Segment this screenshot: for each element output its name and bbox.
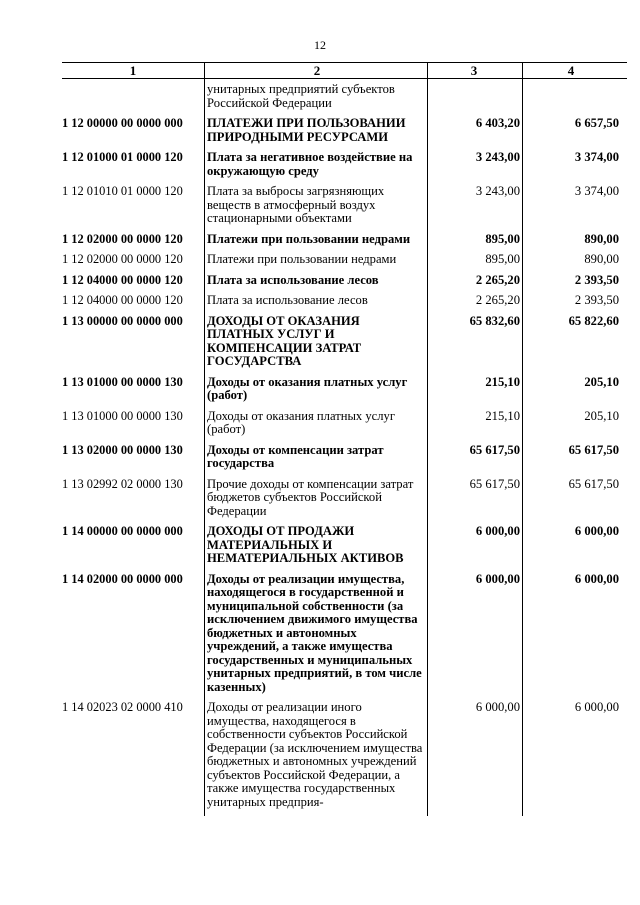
table-row <box>62 117 627 151</box>
row-value-col4-cell: 890,00 <box>523 253 628 274</box>
row-name-cell: Плата за использование лесов <box>205 274 428 295</box>
row-value-col4-cell: 205,10 <box>523 410 628 444</box>
row-value-col4-cell: 3 374,00 <box>523 185 628 233</box>
column-header-1: 1 <box>62 63 205 79</box>
row-value-col3-cell: 3 243,00 <box>428 151 523 185</box>
table-row <box>62 315 627 376</box>
row-value-col4-cell: 2 393,50 <box>523 274 628 295</box>
row-name-cell: Плата за негативное воздействие на окружающую среду <box>205 151 428 185</box>
table-row <box>62 294 627 315</box>
row-value-col3-cell: 65 617,50 <box>428 444 523 478</box>
row-code-cell: 1 12 02000 00 0000 120 <box>62 252 183 266</box>
table-header-row <box>62 63 627 79</box>
row-name-cell: Плата за использование лесов <box>205 294 428 315</box>
row-code-cell: 1 12 01010 01 0000 120 <box>62 184 183 198</box>
row-value-col3-cell: 215,10 <box>428 376 523 410</box>
budget-revenue-table <box>62 62 627 816</box>
row-name-cell: Платежи при пользовании недрами <box>205 233 428 254</box>
row-code-cell <box>62 79 205 118</box>
table-row <box>62 525 627 573</box>
row-value-col4-cell: 65 822,60 <box>523 315 628 376</box>
row-value-col4-cell: 6 000,00 <box>523 701 628 816</box>
column-header-4: 4 <box>523 63 628 79</box>
row-value-col3-cell: 895,00 <box>428 253 523 274</box>
row-code-cell: 1 13 02992 02 0000 130 <box>62 476 183 491</box>
row-name-cell: Плата за выбросы загрязняющих веществ в атмосферный воздух стационарными объектами <box>205 185 428 233</box>
table-row <box>62 185 627 233</box>
table-body <box>62 79 627 817</box>
table-row <box>62 573 627 702</box>
row-value-col3-cell <box>428 79 523 118</box>
row-name-cell: ДОХОДЫ ОТ ОКАЗАНИЯ ПЛАТНЫХ УСЛУГ И КОМПЕНСАЦИИ ЗАТРАТ ГОСУДАРСТВА <box>205 315 428 376</box>
table-row <box>62 274 627 295</box>
row-code-cell: 1 13 00000 00 0000 000 <box>62 313 183 328</box>
table-row <box>62 444 627 478</box>
table-row <box>62 253 627 274</box>
row-code-cell: 1 13 01000 00 0000 130 <box>62 374 183 389</box>
row-code-cell: 1 14 02000 00 0000 000 <box>62 571 183 586</box>
table-row <box>62 410 627 444</box>
page-number: 12 <box>314 38 326 52</box>
row-name-cell: Доходы от реализации иного имущества, находящегося в собственности субъектов Российской Федерации (за исключением имущества бюджетных и автономных учреждений субъектов Российской Федерации, а также имущества государственных унитарных предприя- <box>205 701 428 816</box>
row-value-col3-cell: 6 000,00 <box>428 573 523 702</box>
row-value-col4-cell <box>523 79 628 118</box>
row-name-cell: ПЛАТЕЖИ ПРИ ПОЛЬЗОВАНИИ ПРИРОДНЫМИ РЕСУРСАМИ <box>205 117 428 151</box>
table-row <box>62 79 627 118</box>
row-name-cell: Доходы от оказания платных услуг (работ) <box>205 376 428 410</box>
row-value-col4-cell: 6 000,00 <box>523 525 628 573</box>
row-code-cell: 1 12 00000 00 0000 000 <box>62 116 183 130</box>
row-value-col3-cell: 2 265,20 <box>428 294 523 315</box>
row-value-col3-cell: 3 243,00 <box>428 185 523 233</box>
table-row <box>62 233 627 254</box>
row-value-col3-cell: 6 000,00 <box>428 701 523 816</box>
row-code-cell: 1 13 02000 00 0000 130 <box>62 442 183 457</box>
row-name-cell: Прочие доходы от компенсации затрат бюджетов субъектов Российской Федерации <box>205 478 428 526</box>
row-value-col3-cell: 215,10 <box>428 410 523 444</box>
table-row <box>62 701 627 816</box>
table-row <box>62 376 627 410</box>
row-code-cell: 1 12 04000 00 0000 120 <box>62 293 183 307</box>
row-code-cell: 1 14 02023 02 0000 410 <box>62 700 183 714</box>
row-name-cell: Доходы от компенсации затрат государства <box>205 444 428 478</box>
row-value-col4-cell: 6 657,50 <box>523 117 628 151</box>
row-code-cell: 1 14 00000 00 0000 000 <box>62 524 183 538</box>
row-value-col4-cell: 3 374,00 <box>523 151 628 185</box>
row-value-col4-cell: 205,10 <box>523 376 628 410</box>
row-value-col4-cell: 65 617,50 <box>523 444 628 478</box>
table-row <box>62 478 627 526</box>
row-value-col3-cell: 6 000,00 <box>428 525 523 573</box>
row-name-cell: унитарных предприятий субъектов Российской Федерации <box>205 79 428 118</box>
row-code-cell: 1 12 01000 01 0000 120 <box>62 150 183 164</box>
row-value-col3-cell: 2 265,20 <box>428 274 523 295</box>
row-code-cell: 1 12 02000 00 0000 120 <box>62 231 183 246</box>
row-code-cell: 1 13 01000 00 0000 130 <box>62 408 183 423</box>
row-name-cell: Доходы от реализации имущества, находящегося в государственной и муниципальной собственности (за исключением движимого имущества бюджетных и автономных учреждений, а также имущества государственных и муниципальных унитарных предприятий, в том числе казенных) <box>205 573 428 702</box>
table-row <box>62 151 627 185</box>
row-name-cell: ДОХОДЫ ОТ ПРОДАЖИ МАТЕРИАЛЬНЫХ И НЕМАТЕРИАЛЬНЫХ АКТИВОВ <box>205 525 428 573</box>
row-value-col4-cell: 2 393,50 <box>523 294 628 315</box>
column-header-2: 2 <box>205 63 428 79</box>
row-code-cell: 1 12 04000 00 0000 120 <box>62 272 183 287</box>
row-value-col3-cell: 65 617,50 <box>428 478 523 526</box>
row-value-col4-cell: 890,00 <box>523 233 628 254</box>
row-name-cell: Платежи при пользовании недрами <box>205 253 428 274</box>
row-value-col3-cell: 895,00 <box>428 233 523 254</box>
row-value-col4-cell: 65 617,50 <box>523 478 628 526</box>
column-header-3: 3 <box>428 63 523 79</box>
row-value-col3-cell: 65 832,60 <box>428 315 523 376</box>
row-value-col4-cell: 6 000,00 <box>523 573 628 702</box>
row-name-cell: Доходы от оказания платных услуг (работ) <box>205 410 428 444</box>
row-value-col3-cell: 6 403,20 <box>428 117 523 151</box>
